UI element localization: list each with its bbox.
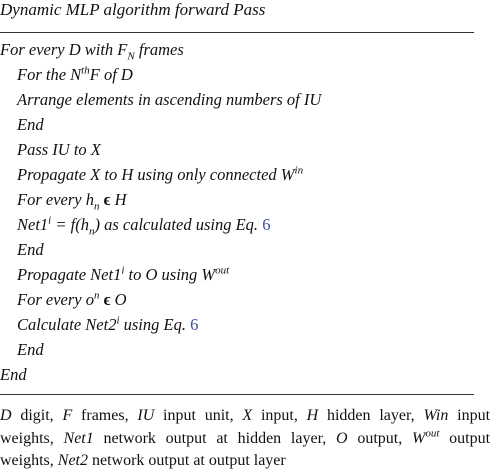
algo-line-for-every-hn: For every $h_n$ ϵ H — [17, 190, 127, 213]
algo-line-for-every-on: For every $o^n$ ϵ O — [17, 289, 127, 309]
algorithm-title: Dynamic MLP algorithm forward Pass — [0, 0, 266, 19]
top-rule — [0, 32, 474, 33]
table-footnote — [0, 405, 490, 473]
algo-line-propagate-net1: Propagate Net1$^i$ to O using $W^{out}$ — [17, 264, 230, 284]
algo-line-end-2: End — [17, 240, 44, 259]
algo-line-propagate-x: Propagate X to H using only connected $W^{in}$ — [17, 164, 304, 184]
algo-line-for-every-d: For every D with $F_N$ frames — [0, 40, 184, 63]
bottom-rule — [0, 394, 474, 395]
algo-line-pass-iu: Pass IU to X — [17, 140, 101, 159]
algo-line-end-1: End — [17, 115, 44, 134]
element-of-symbol: ϵ — [103, 190, 111, 209]
algo-line-for-nth-frame: For the $N^{th}F$ of D — [17, 64, 133, 84]
footnote-line-2: weights, Net1 network output at hidden layer, O output, $W^{out}$ output — [0, 427, 490, 447]
algo-line-end-3: End — [17, 340, 44, 359]
footnote-line-1: D digit, F frames, IU input unit, X input, H hidden layer, Win input — [0, 407, 490, 424]
algo-line-arrange: Arrange elements in ascending numbers of IU — [17, 90, 322, 109]
algo-line-end-4: End — [0, 365, 27, 384]
equation-6-link[interactable]: 6 — [190, 315, 199, 334]
element-of-symbol: ϵ — [103, 290, 111, 309]
footnote-line-3: weights, Net2 network output at output layer — [0, 452, 286, 469]
algo-line-net1: $Net1^i = f(h_n)$ as calculated using Eq. 6 — [17, 214, 271, 238]
equation-6-link[interactable]: 6 — [262, 215, 271, 234]
algo-line-calculate-net2: Calculate Net2$^i$ using Eq. 6 — [17, 314, 199, 334]
